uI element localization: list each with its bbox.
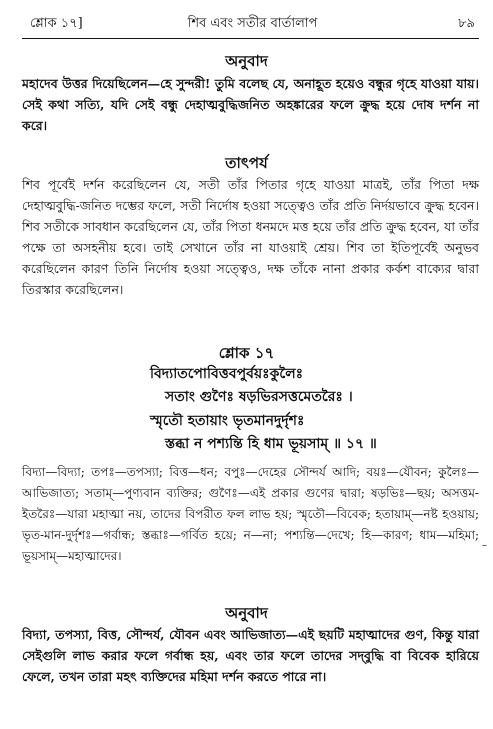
chapter-title: শিব এবং সতীর বার্তালাপ bbox=[187, 16, 318, 31]
translation-heading: অনুবাদ bbox=[225, 52, 268, 70]
verse-line-3: স্মৃতৌ হতায়াং ভৃতমানদুর্দৃশঃ bbox=[150, 413, 305, 429]
verse-line-4: স্তব্ধা ন পশ্যন্তি হি ধাম ভূয়সাম্ ॥ ১৭ ॥ bbox=[165, 436, 377, 452]
verse-heading: শ্লোক ১৭ bbox=[218, 344, 275, 362]
verse-line-2: সতাং গুণৈঃ ষড়ভিরসত্তমেতরৈঃ । bbox=[165, 389, 353, 405]
purport-text: শিব পূর্বেই দর্শন করেছিলেন যে, সতী তাঁর পিতার গৃহে যাওয়া মাত্রই, তাঁর পিতা দক্ষ দেহাত্মবুদ্ধি-জনিত দম্ভের ফলে, সতী নির্দোষ হওয়া সত্ত্বেও তাঁর প্রতি নির্দয়ভাবে ক্রুদ্ধ হবেন। শিব সতীকে সাবধান করেছিলেন যে, তাঁর পিতা ধনমদে মত্ত হয়ে তাঁর প্রতি ক্রুদ্ধ হবেন, যা তাঁর পক্ষে তা অসহনীয় হবে। তাই সেখানে তাঁর না যাওয়াই শ্রেয়। শিব তা ইতিপূর্বেই অনুভব করেছিলেন কারণ তিনি নির্দোষ হওয়া সত্ত্বেও, দক্ষ তাঁকে নানা প্রকার কর্কশ বাক্যের দ্বারা তিরস্কার করেছিলেন। bbox=[22, 177, 479, 297]
running-header bbox=[30, 14, 475, 34]
verse-reference: শ্লোক ১৭] bbox=[30, 16, 83, 31]
translation-text-2: বিদ্যা, তপস্যা, বিত্ত, সৌন্দর্য, যৌবন এবং আভিজাত্য—এই ছয়টি মহাত্মাদের গুণ, কিন্তু যারা সেইগুলি লাভ করার ফলে গর্বান্ধ হয়, এবং তার ফলে তাদের সদ্‌বুদ্ধি বা বিবেক হারিয়ে ফেলে, তখন তারা মহৎ ব্যক্তিদের মহিমা দর্শন করতে পারে না। bbox=[22, 627, 479, 684]
verse-line-1: বিদ্যাতপোবিত্তবপুর্বয়ঃকুলৈঃ bbox=[150, 366, 304, 382]
translation-text: মহাদেব উত্তর দিয়েছিলেন—হে সুন্দরী! তুমি বলেছ যে, অনাহূত হয়েও বন্ধুর গৃহে যাওয়া যায়। সেই কথা সত্যি, যদি সেই বন্ধু দেহাত্মবুদ্ধিজনিত অহঙ্কারের ফলে ক্রুদ্ধ হয়ে দোষ দর্শন না করে। bbox=[22, 76, 479, 133]
header-rule bbox=[22, 38, 479, 39]
margin-mark: – bbox=[482, 540, 487, 551]
translation-heading-2: অনুবাদ bbox=[225, 604, 268, 622]
page-number: ৮৯ bbox=[458, 16, 475, 31]
purport-heading: তাৎপর্য bbox=[225, 154, 268, 172]
word-synonyms: বিদ্যা—বিদ্যা; তপঃ—তপস্যা; বিত্ত—ধন; বপুঃ—দেহের সৌন্দর্য আদি; বয়ঃ—যৌবন; কুলৈঃ—আভিজাত্য; সতাম্—পুণ্যবান ব্যক্তির; গুণৈঃ—এই প্রকার গুণের দ্বারা; ষড়ভিঃ—ছয়; অসত্তম-ইতরৈঃ—যারা মহাত্মা নয়, তাদের বিপরীত ফল লাভ হয়; স্মৃতৌ—বিবেক; হতায়াম্—নষ্ট হওয়ায়; ভৃত-মান-দুর্দৃশঃ—গর্বান্ধ; স্তব্ধাঃ—গর্বিত হয়ে; ন—না; পশ্যন্তি—দেখে; হি—কারণ; ধাম—মহিমা; ভূয়সাম্—মহাত্মাদের। bbox=[22, 465, 479, 563]
